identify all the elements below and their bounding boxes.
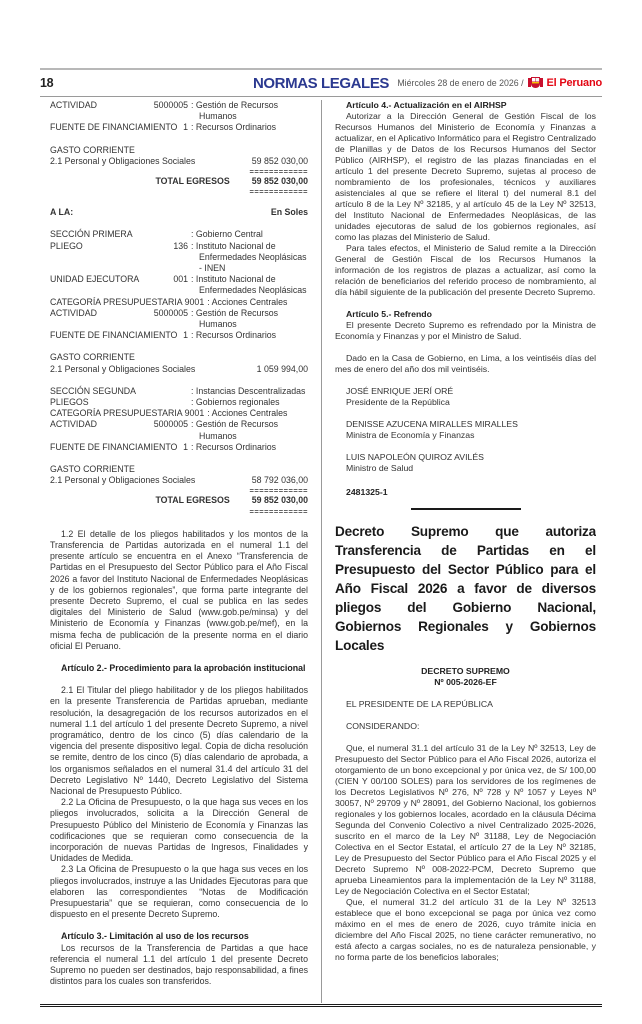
considerando-paragraph-2: Que, el numeral 31.2 del artículo 31 de la Ley Nº 32513 establece que el bono excepcional se paga por única vez como máximo en el mes de enero de 2026, cuyo trámite inicia en diciembre del Año Fiscal 2025, no tiene carácter remunerativo, no está afecto a cargas sociales, no es de naturaleza pensionable, y no forma parte de los beneficios laborales; — [335, 897, 596, 962]
row-label: ACTIVIDAD — [50, 307, 97, 318]
table-row — [50, 397, 308, 408]
row-code: 1 — [183, 330, 188, 341]
row-code: 5000005 — [153, 307, 188, 318]
row-code: 5000005 — [153, 419, 188, 430]
right-column — [335, 100, 596, 1003]
signatory-title: Presidente de la República — [346, 397, 450, 407]
row-code: 1 — [183, 441, 188, 452]
gasto-header: GASTO CORRIENTE — [50, 352, 135, 363]
dado-paragraph: Dado en la Casa de Gobierno, en Lima, a los veintiséis días del mes de enero del año dos mil veintiséis. — [335, 353, 596, 374]
header-top-rule — [40, 68, 602, 70]
notice-id: 2481325-1 — [346, 487, 388, 497]
row-value: : Instituto Nacional de Enfermedades Neoplásicas - INEN — [191, 240, 307, 274]
article-4-heading: Artículo 4.- Actualización en el AIRHSP — [346, 100, 507, 110]
decree-heading — [335, 666, 596, 688]
gasto-item-row — [50, 156, 308, 167]
signatory-name: DENISSE AZUCENA MIRALLES MIRALLES — [346, 419, 518, 429]
a-la-row — [50, 207, 308, 218]
gasto-header: GASTO CORRIENTE — [50, 464, 135, 475]
table-row — [50, 229, 308, 240]
table-row — [50, 408, 308, 419]
row-label: SECCIÓN PRIMERA — [50, 229, 133, 240]
article-5-heading: Artículo 5.- Refrendo — [346, 309, 432, 319]
table-row — [50, 241, 308, 275]
row-value: : Instituto Nacional de Enfermedades Neoplásicas — [191, 274, 307, 296]
row-value: : Gestión de Recursos Humanos — [191, 100, 279, 122]
budget-table-seccion-segunda — [50, 386, 308, 516]
content-area — [50, 100, 596, 1003]
gasto-item-amount: 58 792 036,00 — [251, 475, 308, 486]
section-masthead: NORMAS LEGALES — [252, 74, 390, 92]
row-code: 1 — [183, 122, 188, 133]
row-label: PLIEGOS — [50, 397, 89, 408]
table-row — [50, 297, 308, 308]
row-label: UNIDAD EJECUTORA — [50, 274, 140, 285]
paragraph-2-3: 2.3 La Oficina de Presupuesto o la que haga sus veces en los pliegos involucrados, instruye a las Unidades Ejecutoras para que elaboren las correspondientes “Notas de Modificación Presupuestaria” que se requieran, como consecuencia de lo dispuesto en el presente Decreto Supremo. — [50, 864, 308, 920]
row-label: FUENTE DE FINANCIAMIENTO — [50, 330, 178, 341]
table-row — [50, 308, 308, 330]
paragraph-2-1: 2.1 El Titular del pliego habilitador y de los pliegos habilitados en la presente Transferencia de Partidas aprueban, mediante resolución, la desagregación de los recursos autorizados en el numeral 1.1 del artículo 1 del presente Decreto Supremo, a nivel programático, dentro de los cinco (5) días calendario de la vigencia del presente dispositivo legal. Copia de dicha resolución se remite, dentro de los cinco (5) días calendario de aprobada, a los organismos señalados en el numeral 31.4 del artículo 31 del Decreto Legislativo Nº 1440, Decreto Legislativo del Sistema Nacional de Presupuesto Público. — [50, 685, 308, 796]
edition-date: Miércoles 28 de enero de 2026 / — [397, 78, 524, 88]
signature-block — [335, 386, 596, 408]
table-row — [50, 442, 308, 453]
article-2-heading: Artículo 2.- Procedimiento para la aprobación institucional — [61, 662, 306, 673]
budget-table-seccion-primera — [50, 229, 308, 374]
gasto-header: GASTO CORRIENTE — [50, 144, 135, 155]
page-number: 18 — [40, 76, 54, 90]
row-label: FUENTE DE FINANCIAMIENTO — [50, 122, 178, 133]
equals-separator: ============ — [249, 486, 308, 496]
row-label: PLIEGO — [50, 240, 83, 251]
gasto-item-amount: 59 852 030,00 — [251, 155, 308, 166]
header-bottom-rule — [40, 96, 602, 97]
row-code: 9001 — [184, 408, 205, 419]
row-value: : Recursos Ordinarios — [191, 441, 277, 452]
page-header — [40, 72, 602, 94]
row-value: : Gobierno Central — [191, 229, 263, 240]
total-label: TOTAL EGRESOS — [155, 176, 230, 187]
table-row — [50, 274, 308, 296]
row-value: : Acciones Centrales — [207, 408, 288, 419]
total-row — [50, 176, 308, 187]
paragraph-1-2: 1.2 El detalle de los pliegos habilitados y los montos de la Transferencia de Partidas autorizada en el numeral 1.1 del presente artículo se encuentra en el Anexo “Transferencia de Partidas en el Presupuesto del Sector Público para el Año Fiscal 2026 a favor del Instituto Nacional de Enfermedades Neoplásicas y de los gobiernos regionales”, que forma parte integrante del presente Decreto Supremo, el cual se publica en las sedes digitales del Ministerio de Salud (www.gob.pe/minsa) y del Ministerio de Economía y Finanzas (www.gob.pe/mef), en la misma fecha de publicación de la presente norma en el diario oficial El Peruano. — [50, 528, 308, 651]
a-la-label: A LA: — [50, 207, 74, 218]
signatory-title: Ministra de Economía y Finanzas — [346, 430, 475, 440]
gasto-item-label: 2.1 Personal y Obligaciones Sociales — [50, 155, 196, 166]
row-label: ACTIVIDAD — [50, 100, 97, 110]
gasto-item-row — [50, 364, 308, 375]
page-bottom-rule — [40, 1004, 602, 1007]
row-value: : Acciones Centrales — [207, 296, 288, 307]
total-amount: 59 852 030,00 — [251, 495, 308, 506]
en-soles-label: En Soles — [270, 207, 308, 218]
row-value: : Recursos Ordinarios — [191, 122, 277, 133]
decree-heading-line2: Nº 005-2026-EF — [434, 677, 497, 687]
row-code: 5000005 — [153, 100, 188, 110]
table-row — [50, 419, 308, 441]
paragraph-5: El presente Decreto Supremo es refrendado por la Ministra de Economía y Finanzas y por el Ministro de Salud. — [335, 320, 596, 341]
row-value: : Gobiernos regionales — [191, 397, 280, 408]
gasto-item-label: 2.1 Personal y Obligaciones Sociales — [50, 475, 196, 486]
gasto-item-label: 2.1 Personal y Obligaciones Sociales — [50, 363, 196, 374]
signature-block — [335, 452, 596, 474]
left-column — [50, 100, 308, 1003]
total-label: TOTAL EGRESOS — [155, 495, 230, 506]
row-code: 136 — [173, 240, 188, 251]
row-value: : Instancias Descentralizadas — [191, 385, 306, 396]
paragraph-4a: Autorizar a la Dirección General de Gestión Fiscal de los Recursos Humanos del Ministerio de Economía y Finanzas a actualizar, en el Aplicativo Informático para el Registro Centralizado de Planillas y de Datos de los Recursos Humanos del Sector Público (AIRHSP), el registro de las plazas financiadas en el artículo 1 del presente Decreto Supremo, sujetas al proceso de nombramiento de los profesionales, técnicos y auxiliares asistenciales al que se refiere el literal t) del numeral 8.1 del artículo 8 de la Ley Nº 32185, y al artículo 45 de la Ley Nº 32513, del Instituto Nacional de Enfermedades Neoplásicas, de las unidades ejecutoras de salud de los gobiernos regionales, así como las plazas del Ministerio de Salud. — [335, 111, 596, 242]
decree-separator-rule — [411, 508, 521, 510]
row-label: CATEGORÍA PRESUPUESTARIA — [50, 296, 183, 307]
row-label: SECCIÓN SEGUNDA — [50, 385, 137, 396]
signatory-name: JOSÉ ENRIQUE JERÍ ORÉ — [346, 386, 454, 396]
signatory-name: LUIS NAPOLEÓN QUIROZ AVILÉS — [346, 452, 484, 462]
gasto-item-amount: 1 059 994,00 — [256, 363, 308, 374]
budget-table-de — [50, 100, 308, 196]
table-row — [50, 122, 308, 133]
signatory-title: Ministro de Salud — [346, 463, 414, 473]
considerando-line: CONSIDERANDO: — [346, 721, 420, 731]
row-code: 9001 — [184, 296, 205, 307]
row-code: 001 — [173, 274, 188, 285]
row-value: : Gestión de Recursos Humanos — [191, 307, 279, 330]
president-line: EL PRESIDENTE DE LA REPÚBLICA — [346, 699, 493, 709]
table-row — [50, 330, 308, 341]
decree-heading-line1: DECRETO SUPREMO — [421, 666, 510, 676]
row-value: : Gestión de Recursos Humanos — [191, 419, 279, 441]
gasto-item-row — [50, 475, 308, 486]
row-label: CATEGORÍA PRESUPUESTARIA — [50, 408, 183, 419]
article-3-heading: Artículo 3.- Limitación al uso de los recursos — [61, 931, 249, 942]
table-row — [50, 100, 308, 122]
signature-block — [335, 419, 596, 441]
row-value: : Recursos Ordinarios — [191, 330, 277, 341]
header-right-group — [397, 76, 602, 90]
considerando-paragraph-1: Que, el numeral 31.1 del artículo 31 de la Ley Nº 32513, Ley de Presupuesto del Sector Público para el Año Fiscal 2026, autoriza el otorgamiento de un bono excepcional y por única vez, de S/ 100,00 (CIEN Y 00/100 SOLES) para los servidores de los regímenes de los Decretos Legislativos Nº 276, Nº 728 y Nº 1057 y Leyes Nº 30057, Nº 29709 y Nº 28091, del Gobierno Nacional, los gobiernos regionales y los gobiernos locales, acordado en la cláusula Décima Segunda del Convenio Colectivo a nivel Centralizado 2025-2026, suscrito en el marco de la Ley Nº 31188, Ley de Negociación Colectiva en el Sector Estatal, el artículo 27 de la Ley Nº 32185, Ley de Presupuesto del Sector Público para el Año Fiscal 2025 y el Decreto Supremo Nº 008-2022-PCM, Decreto Supremo que aprueba Lineamientos para la implementación de la Ley Nº 31188, Ley de Negociación Colectiva en el Sector Estatal; — [335, 743, 596, 896]
paragraph-4b: Para tales efectos, el Ministerio de Salud remite a la Dirección General de Gestión Fiscal de los Recursos Humanos la información de los registros de plazas a actualizar, así como la relación de beneficiarios del referido proceso de nombramiento, al día hábil siguiente de la publicación del presente Decreto Supremo. — [335, 243, 596, 297]
column-divider — [321, 100, 322, 1003]
decree-title: Decreto Supremo que autoriza Transferencia de Partidas en el Presupuesto del Sector Público para el Año Fiscal 2026 a favor de diversos pliegos del Gobierno Nacional, Gobiernos Regionales y Gobiernos Locales — [335, 524, 596, 653]
table-row — [50, 386, 308, 397]
total-amount: 59 852 030,00 — [251, 176, 308, 187]
total-row — [50, 495, 308, 506]
equals-separator: ============ — [249, 167, 308, 177]
brand-logo-text: El Peruano — [546, 77, 602, 89]
equals-separator: ============ — [249, 187, 308, 197]
equals-separator: ============ — [249, 506, 308, 516]
row-label: ACTIVIDAD — [50, 419, 97, 430]
row-label: FUENTE DE FINANCIAMIENTO — [50, 441, 178, 452]
paragraph-2-2: 2.2 La Oficina de Presupuesto, o la que haga sus veces en los pliegos involucrados, solicita a la Dirección General de Presupuesto Público del Ministerio de Economía y Finanzas las codificaciones que se requieran como consecuencia de la incorporación de nuevas Partidas de Ingresos, Finalidades y Unidades de Medida. — [50, 797, 308, 864]
coat-of-arms-icon — [528, 76, 543, 90]
paragraph-3: Los recursos de la Transferencia de Partidas a que hace referencia el numeral 1.1 del artículo 1 del presente Decreto Supremo no pueden ser destinados, bajo responsabilidad, a fines distintos para los cuales son transferidos. — [50, 942, 308, 987]
